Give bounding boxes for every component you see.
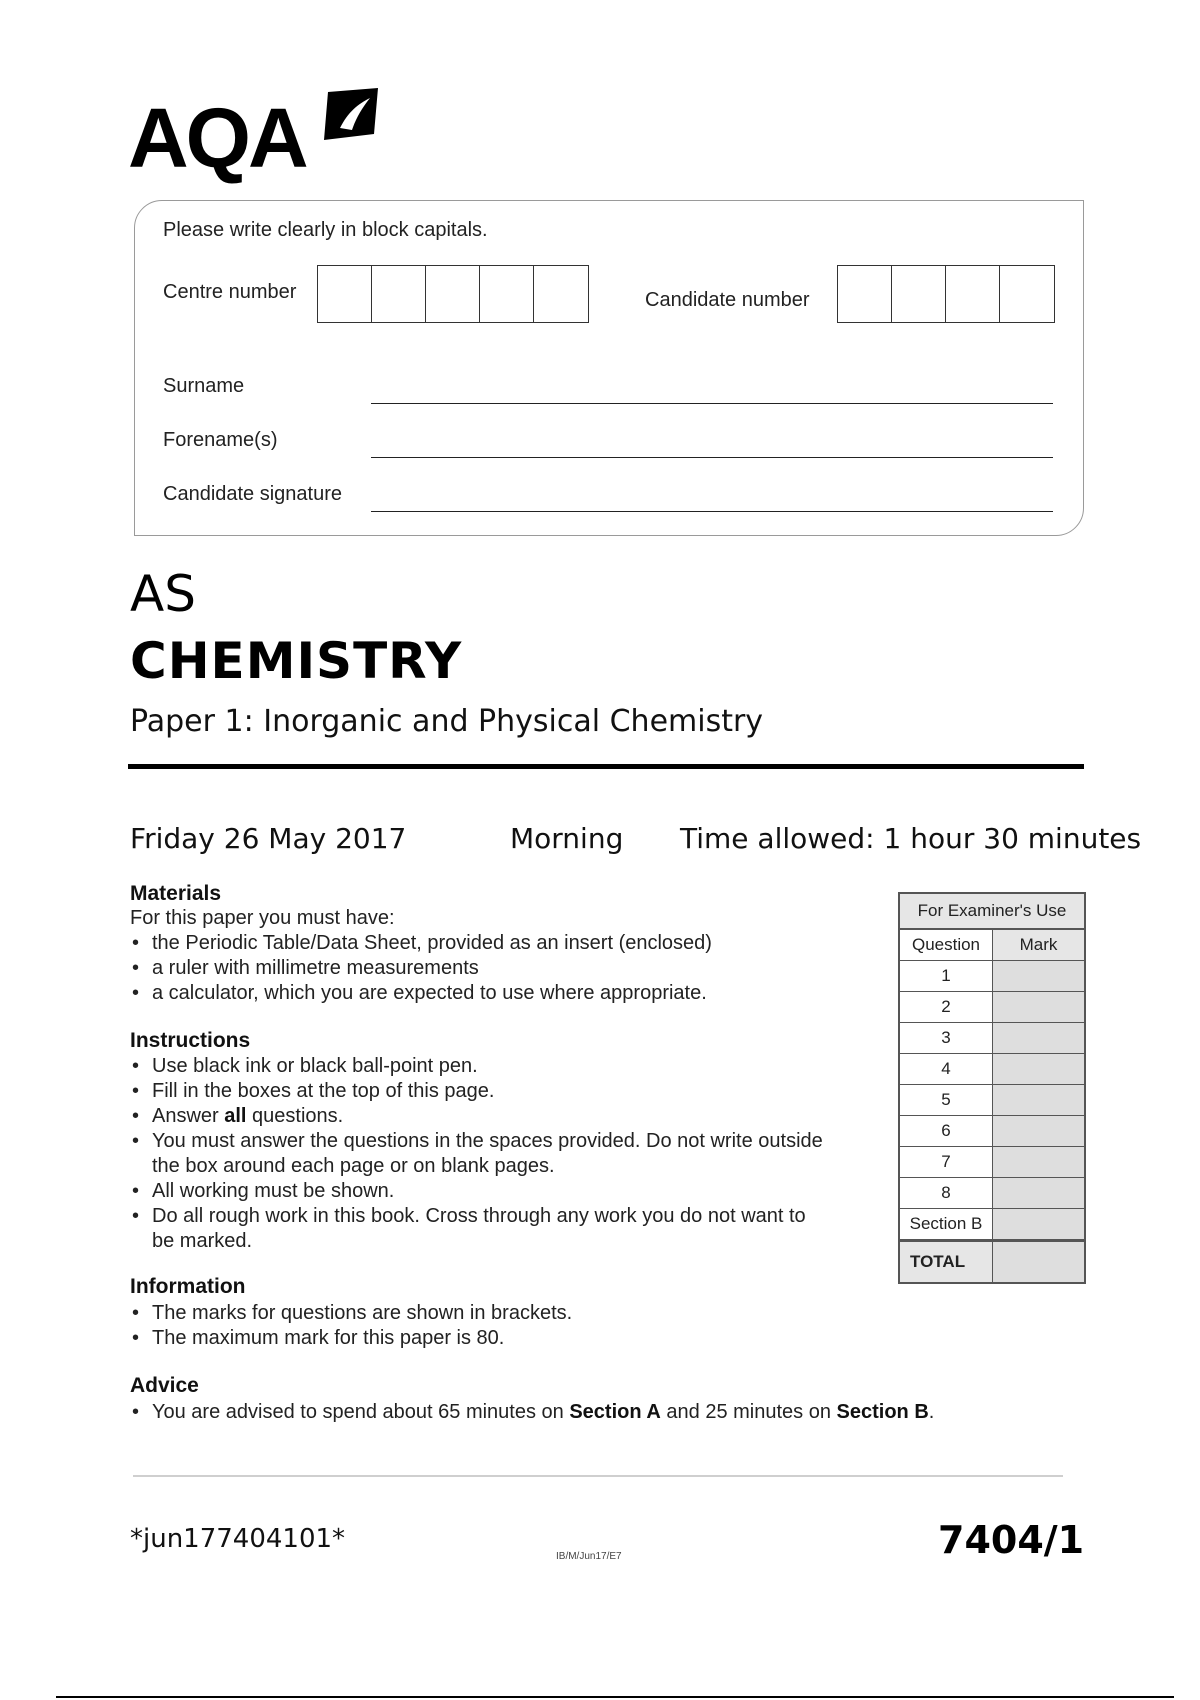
digit-box[interactable] [318,266,372,322]
digit-box[interactable] [1000,266,1054,322]
list-item: • All working must be shown. [130,1179,830,1204]
signature-field[interactable] [371,511,1053,512]
list-item: • the Periodic Table/Data Sheet, provided as an insert (enclosed) [130,931,850,956]
total-label: TOTAL [900,1242,993,1282]
aqa-logo-mark-icon [318,86,384,144]
candidate-details-box [134,200,1084,536]
table-row [900,1023,1084,1054]
exam-date: Friday 26 May 2017 [130,822,407,855]
list-item: • Use black ink or black ball-point pen. [130,1054,830,1079]
centre-number-boxes[interactable] [317,265,589,323]
list-item: • Fill in the boxes at the top of this page. [130,1079,830,1104]
surname-label: Surname [163,375,245,397]
question-cell: Section B [900,1209,993,1239]
list-item: • You must answer the questions in the spaces provided. Do not write outside the box around each page or on blank pages. [130,1129,830,1179]
advice-section-a: Section A [569,1401,661,1423]
total-mark-cell [993,1242,1084,1282]
list-item: • a ruler with millimetre measurements [130,956,850,981]
digit-box[interactable] [372,266,426,322]
question-cell: 2 [900,992,993,1022]
advice-mid: and 25 minutes on [660,1401,837,1423]
examiner-table-header [900,930,1084,961]
list-item: • The marks for questions are shown in brackets. [130,1301,850,1326]
examiner-use-table [898,892,1086,1284]
question-column-header: Question [900,930,993,960]
mark-cell [993,961,1084,991]
table-row [900,961,1084,992]
advice-list [130,1400,1030,1425]
title-divider [128,764,1084,769]
question-cell: 5 [900,1085,993,1115]
qualification-title: AS [130,565,196,623]
question-cell: 4 [900,1054,993,1084]
list-item: • a calculator, which you are expected to use where appropriate. [130,981,850,1006]
question-cell: 1 [900,961,993,991]
block-capitals-instruction: Please write clearly in block capitals. [163,219,488,241]
table-row [900,992,1084,1023]
footer-divider [133,1475,1063,1477]
materials-list [130,931,850,1006]
digit-box[interactable] [534,266,588,322]
forenames-field[interactable] [371,457,1053,458]
question-cell: 8 [900,1178,993,1208]
table-row [900,1147,1084,1178]
paper-code: 7404/1 [938,1518,1085,1562]
mark-cell [993,1054,1084,1084]
exam-session: Morning [510,822,624,855]
instructions-list [130,1054,830,1254]
question-cell: 6 [900,1116,993,1146]
advice-post: . [928,1401,935,1423]
materials-heading: Materials [130,882,222,905]
digit-box[interactable] [892,266,946,322]
answer-all-pre: Answer [152,1105,225,1127]
digit-box[interactable] [480,266,534,322]
digit-box[interactable] [946,266,1000,322]
advice-heading: Advice [130,1374,199,1397]
question-cell: 7 [900,1147,993,1177]
list-item: • Do all rough work in this book. Cross through any work you do not want to be marked. [130,1204,830,1254]
table-row [900,1054,1084,1085]
subject-title: CHEMISTRY [130,632,463,690]
mark-cell [993,1147,1084,1177]
aqa-logo-text: AQA [128,91,306,185]
candidate-number-label: Candidate number [645,289,810,311]
aqa-logo [128,86,388,185]
signature-label: Candidate signature [163,483,343,505]
candidate-number-boxes[interactable] [837,265,1055,323]
table-row [900,1209,1084,1240]
barcode-text: *jun177404101* [130,1524,346,1554]
instructions-heading: Instructions [130,1029,251,1052]
digit-box[interactable] [426,266,480,322]
list-item [130,1400,1030,1425]
examiner-table-title: For Examiner's Use [900,894,1084,930]
list-item: • The maximum mark for this paper is 80. [130,1326,850,1351]
mark-cell [993,1085,1084,1115]
answer-all-bold: all [224,1105,247,1127]
mark-column-header: Mark [993,930,1084,960]
centre-number-label: Centre number [163,281,297,303]
advice-pre: You are advised to spend about 65 minutes on [152,1401,570,1423]
information-list [130,1301,850,1351]
page-bottom-rule [56,1696,1174,1698]
question-cell: 3 [900,1023,993,1053]
list-item [130,1104,830,1129]
mark-cell [993,1023,1084,1053]
information-heading: Information [130,1275,246,1298]
mark-cell [993,1209,1084,1239]
digit-box[interactable] [838,266,892,322]
total-row [900,1240,1084,1282]
table-row [900,1178,1084,1209]
mark-cell [993,992,1084,1022]
document-reference: IB/M/Jun17/E7 [556,1551,622,1562]
forenames-label: Forename(s) [163,429,278,451]
materials-intro: For this paper you must have: [130,907,395,929]
answer-all-post: questions. [246,1105,344,1127]
table-row [900,1116,1084,1147]
advice-section-b: Section B [836,1401,929,1423]
surname-field[interactable] [371,403,1053,404]
paper-title: Paper 1: Inorganic and Physical Chemistry [130,704,764,739]
mark-cell [993,1116,1084,1146]
time-allowed: Time allowed: 1 hour 30 minutes [680,822,1142,855]
mark-cell [993,1178,1084,1208]
table-row [900,1085,1084,1116]
